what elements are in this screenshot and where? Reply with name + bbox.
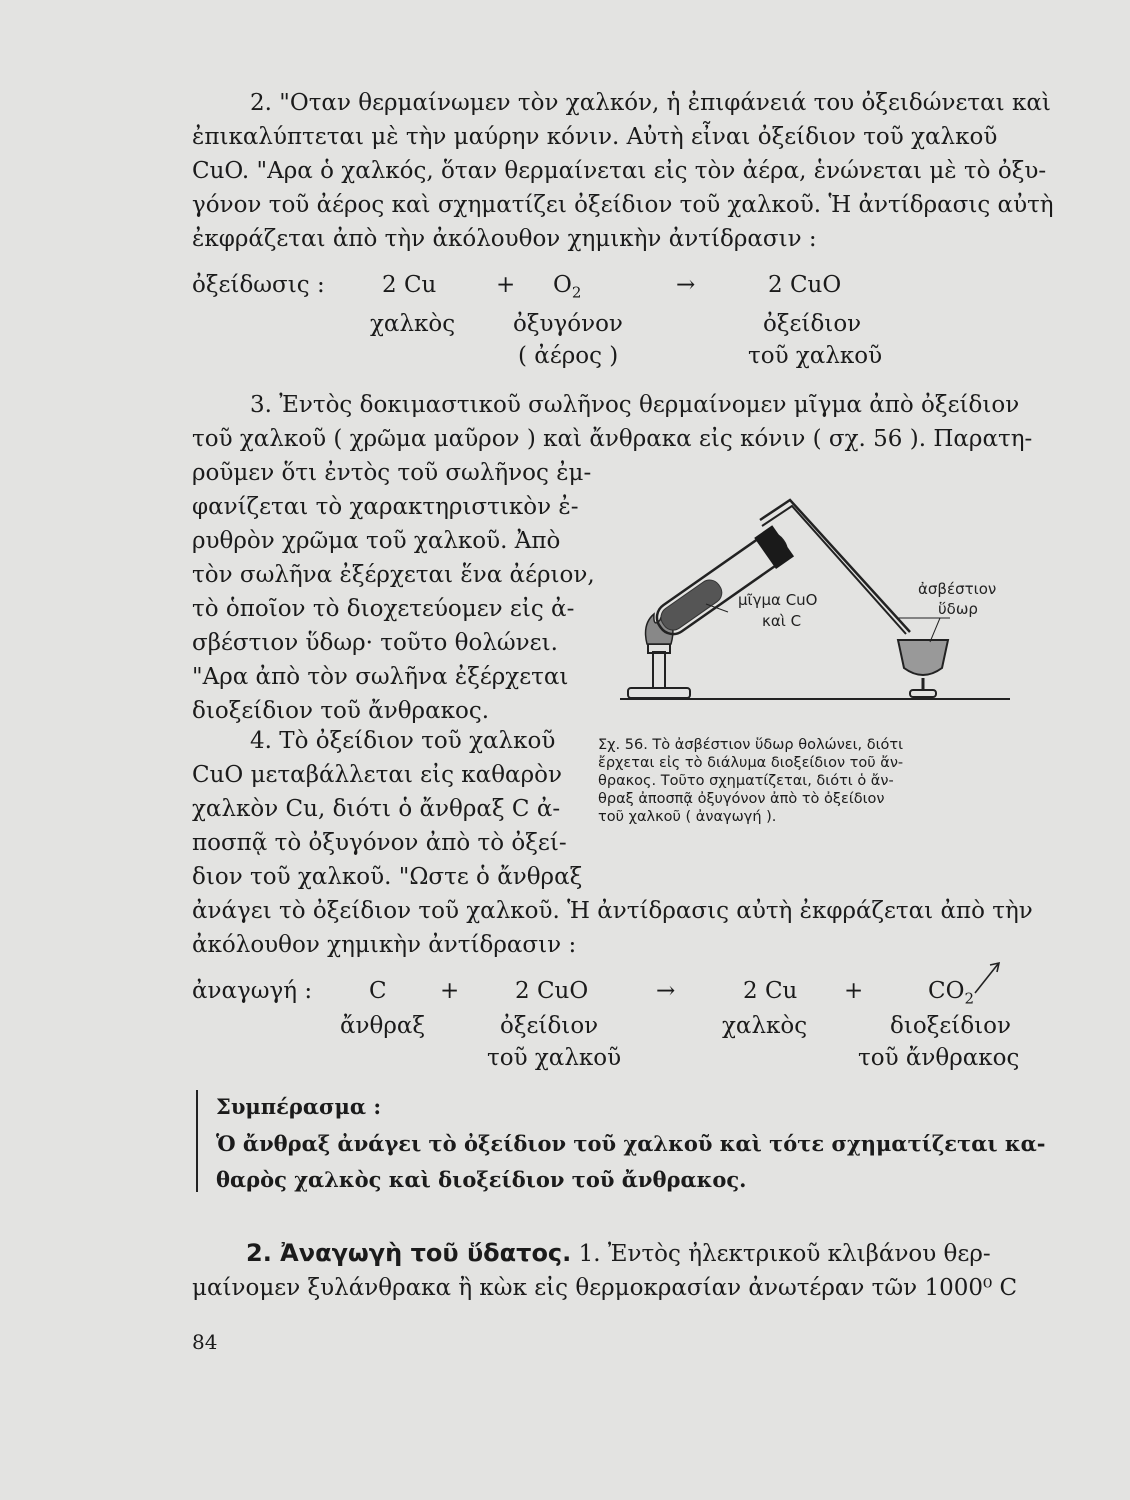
- figure-caption: [598, 736, 1010, 826]
- text-line: διοξείδιον τοῦ ἄνθρακος.: [192, 698, 490, 724]
- equation-label: ὀξείδωσις :: [192, 272, 325, 298]
- text-line: ροῦμεν ὅτι ἐντὸς τοῦ σωλῆνος ἐμ-: [192, 460, 592, 486]
- caption-line: Σχ. 56. Τὸ ἀσβέστιον ὕδωρ θολώνει, διότι: [598, 737, 904, 753]
- section-text-line: μαίνομεν ξυλάνθρακα ἢ κὼκ εἰς θερμοκρασίαν ἀνωτέραν τῶν 1000⁰ C: [192, 1275, 1018, 1301]
- text-line: "Αρα ἀπὸ τὸν σωλῆνα ἐξέρχεται: [192, 664, 569, 690]
- caption-line: τοῦ χαλκοῦ ( ἀναγωγή ).: [598, 809, 777, 825]
- product-carbon-dioxide: [928, 978, 974, 1008]
- plus-sign: +: [496, 272, 516, 298]
- text-line: διον τοῦ χαλκοῦ. "Ωστε ὁ ἄνθραξ: [192, 864, 583, 890]
- section-text: 1. Ἐντὸς ἠλεκτρικοῦ κλιβάνου θερ-: [578, 1241, 991, 1267]
- reaction-arrow: →: [676, 272, 696, 298]
- reactant-oxygen-name: ὀξυγόνον: [513, 311, 623, 337]
- text-line: ἀνάγει τὸ ὀξείδιον τοῦ χαλκοῦ. Ἡ ἀντίδρασις αὐτὴ ἐκφράζεται ἀπὸ τὴν: [192, 898, 1033, 924]
- text-line: ρυθρὸν χρῶμα τοῦ χαλκοῦ. Ἀπὸ: [192, 528, 561, 554]
- gas-escape-arrow-icon: [972, 960, 1002, 996]
- co2-symbol: CO: [928, 978, 965, 1004]
- plus-sign: +: [440, 978, 460, 1004]
- product-copper-name: χαλκὸς: [722, 1013, 808, 1039]
- label-limewater-line2: ὕδωρ: [938, 600, 978, 618]
- reactant-oxygen-note: ( ἀέρος ): [518, 343, 619, 369]
- reactant-copper-name: χαλκὸς: [370, 311, 456, 337]
- text-line: ἐκφράζεται ἀπὸ τὴν ἀκόλουθον χημικὴν ἀντίδρασιν :: [192, 226, 817, 252]
- limewater-glass-icon: [896, 618, 950, 697]
- text-line: CuO μεταβάλλεται εἰς καθαρὸν: [192, 762, 562, 788]
- product-name-line1: ὀξείδιον: [763, 311, 862, 337]
- conclusion-bar: [196, 1090, 198, 1192]
- figure-apparatus: [620, 492, 1010, 722]
- text-line: ποσπᾷ τὸ ὀξυγόνον ἀπὸ τὸ ὀξεί-: [192, 830, 567, 856]
- oxygen-symbol: O: [553, 272, 572, 298]
- equation-label: ἀναγωγή :: [192, 978, 313, 1004]
- text-line: 4. Τὸ ὀξείδιον τοῦ χαλκοῦ: [250, 728, 556, 754]
- text-line: CuO. "Αρα ὁ χαλκός, ὅταν θερμαίνεται εἰς τὸν ἀέρα, ἑνώνεται μὲ τὸ ὀξυ-: [192, 158, 1047, 184]
- text-line: τοῦ χαλκοῦ ( χρῶμα μαῦρον ) καὶ ἄνθρακα εἰς κόνιν ( σχ. 56 ). Παρατη-: [192, 426, 1033, 452]
- reaction-arrow: →: [656, 978, 676, 1004]
- text-line: γόνον τοῦ ἀέρος καὶ σχηματίζει ὀξείδιον τοῦ χαλκοῦ. Ἡ ἀντίδρασις αὐτὴ: [192, 192, 1054, 218]
- plus-sign: +: [844, 978, 864, 1004]
- oxygen-subscript: 2: [571, 283, 582, 302]
- text-line: σβέστιον ὕδωρ· τοῦτο θολώνει.: [192, 630, 558, 656]
- caption-line: ἔρχεται εἰς τὸ διάλυμα διοξείδιον τοῦ ἄν-: [598, 755, 904, 771]
- product-copper: 2 Cu: [743, 978, 798, 1004]
- reactant-copper-oxide: 2 CuO: [515, 978, 589, 1004]
- co2-subscript: 2: [964, 989, 975, 1008]
- label-mixture-line1: μῖγμα CuO: [738, 591, 818, 609]
- label-limewater-line1: ἀσβέστιον: [918, 580, 997, 598]
- product-copper-oxide: 2 CuO: [768, 272, 842, 298]
- section-first-line: [192, 1236, 1014, 1271]
- text-line: τὸ ὁποῖον τὸ διοχετεύομεν εἰς ἀ-: [192, 596, 575, 622]
- text-line: ἐπικαλύπτεται μὲ τὴν μαύρην κόνιν. Αὐτὴ εἶναι ὀξείδιον τοῦ χαλκοῦ: [192, 124, 998, 150]
- product-carbon-dioxide-name1: διοξείδιον: [890, 1013, 1012, 1039]
- label-mixture-line2: καὶ C: [762, 612, 802, 630]
- text-line: 2. "Οταν θερμαίνωμεν τὸν χαλκόν, ἡ ἐπιφάνειά του ὀξειδώνεται καὶ: [250, 90, 1051, 116]
- caption-line: θραξ ἀποσπᾷ ὀξυγόνον ἀπὸ τὸ ὀξείδιον: [598, 791, 885, 807]
- product-carbon-dioxide-name2: τοῦ ἄνθρακος: [858, 1045, 1020, 1071]
- text-line: τὸν σωλῆνα ἐξέρχεται ἕνα ἀέριον,: [192, 562, 595, 588]
- reactant-oxygen: [553, 272, 581, 302]
- caption-line: θρακος. Τοῦτο σχηματίζεται, διότι ὁ ἄν-: [598, 773, 894, 789]
- conclusion-box: [216, 1092, 1046, 1198]
- paragraph-oxidation-intro: [192, 86, 1054, 256]
- conclusion-title: Συμπέρασμα :: [216, 1094, 382, 1119]
- conclusion-line: θαρὸς χαλκὸς καὶ διοξείδιον τοῦ ἄνθρακος.: [216, 1167, 747, 1192]
- text-line: φανίζεται τὸ χαρακτηριστικὸν ἐ-: [192, 494, 579, 520]
- text-line: 3. Ἐντὸς δοκιμαστικοῦ σωλῆνος θερμαίνομεν μῖγμα ἀπὸ ὀξείδιον: [250, 392, 1020, 418]
- product-name-line2: τοῦ χαλκοῦ: [748, 343, 883, 369]
- text-line: ἀκόλουθον χημικὴν ἀντίδρασιν :: [192, 932, 577, 958]
- section-heading: 2. Ἀναγωγὴ τοῦ ὕδατος.: [246, 1239, 572, 1267]
- reactant-carbon: C: [369, 978, 387, 1004]
- section-water-reduction: [192, 1236, 1018, 1305]
- conclusion-line: Ὁ ἄνθραξ ἀνάγει τὸ ὀξείδιον τοῦ χαλκοῦ καὶ τότε σχηματίζεται κα-: [216, 1131, 1046, 1156]
- reactant-copper-oxide-name1: ὀξείδιον: [500, 1013, 599, 1039]
- reactant-carbon-name: ἄνθραξ: [340, 1013, 426, 1039]
- reactant-copper: 2 Cu: [382, 272, 437, 298]
- page-number: 84: [192, 1330, 218, 1354]
- text-line: χαλκὸν Cu, διότι ὁ ἄνθραξ C ἀ-: [192, 796, 561, 822]
- reactant-copper-oxide-name2: τοῦ χαλκοῦ: [487, 1045, 622, 1071]
